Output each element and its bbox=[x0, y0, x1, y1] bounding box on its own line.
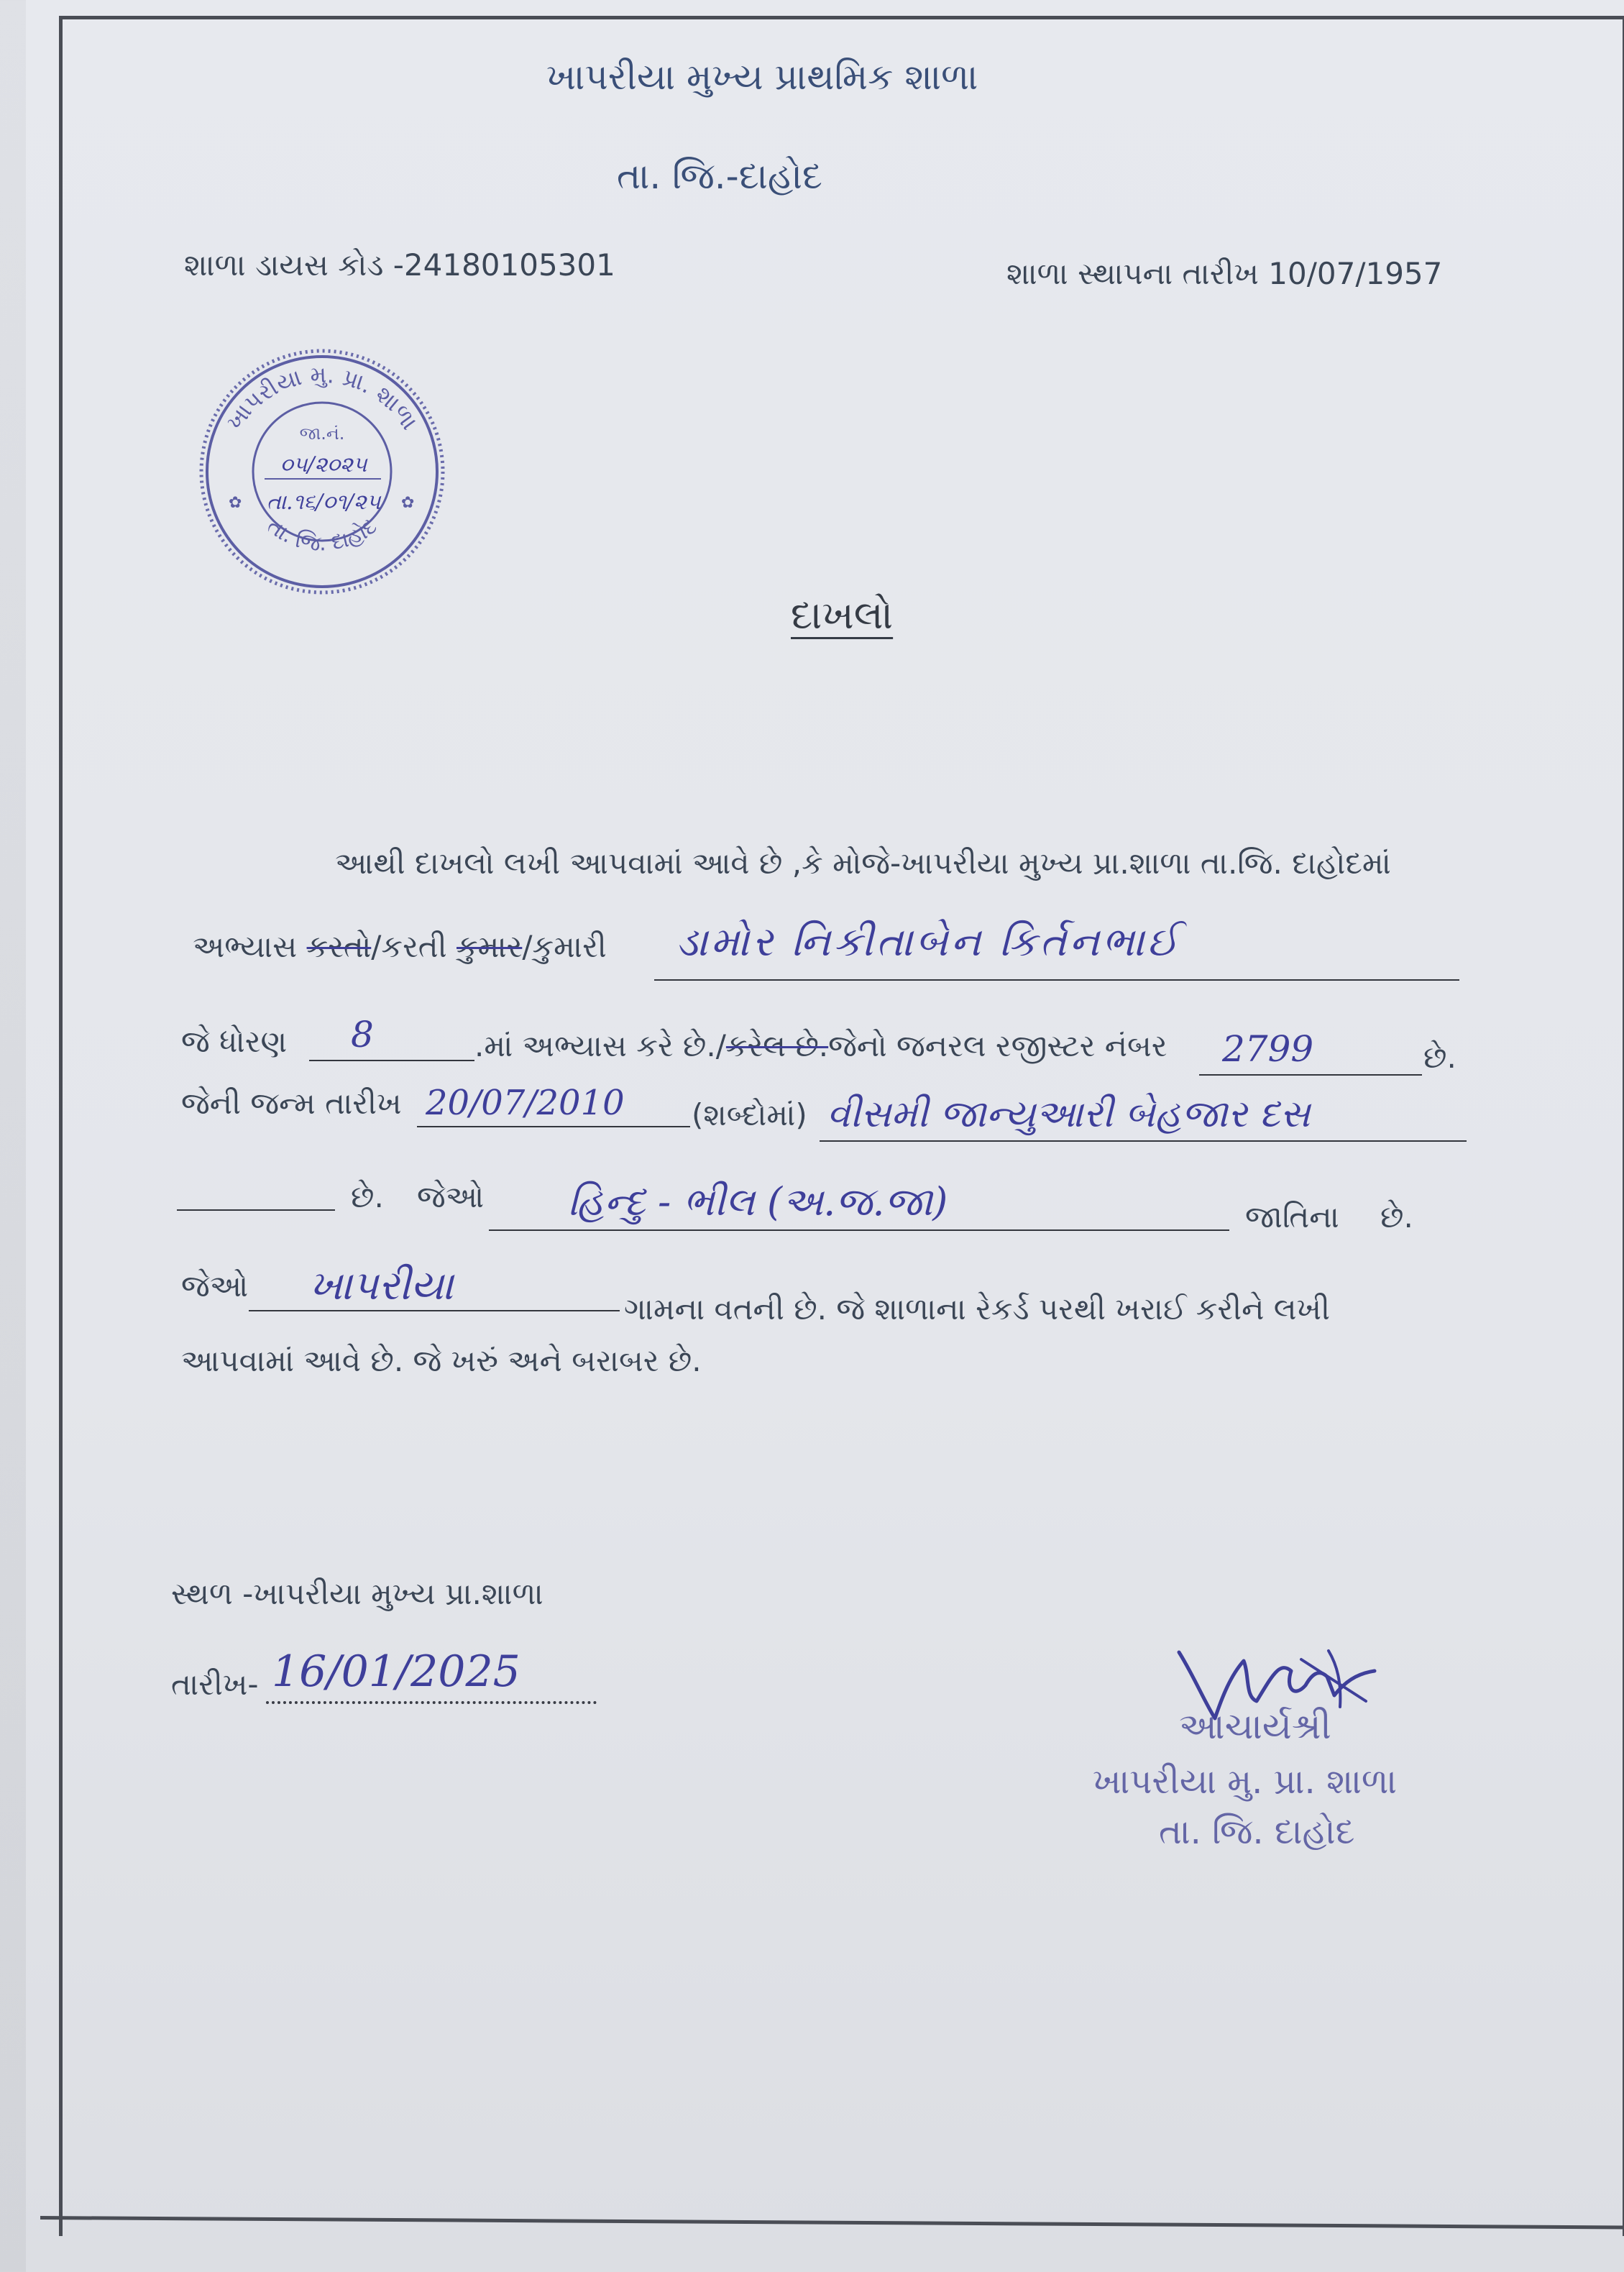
round-stamp-graphic bbox=[193, 342, 451, 601]
caste-line bbox=[489, 1229, 1229, 1231]
dob-line bbox=[417, 1126, 690, 1127]
study-label: અભ્યાસ bbox=[193, 929, 298, 964]
dob-words: વીસમી જાન્યુઆરી બેહજાર દસ bbox=[827, 1093, 1311, 1136]
principal-title: આચાર્યશ્રી bbox=[1179, 1705, 1331, 1747]
intro-line: આથી દાખલો લખી આપવામાં આવે છે ,કે મોજે-ખાપરીયા મુખ્ય પ્રા.શાળા તા.જિ. દાહોદમાં bbox=[335, 846, 1391, 881]
date-line bbox=[266, 1701, 597, 1704]
caste-label: જેઓ bbox=[417, 1179, 485, 1214]
register-suffix: છે. bbox=[1423, 1040, 1456, 1075]
dob-value: 20/07/2010 bbox=[426, 1083, 625, 1123]
struck-kumar: કુમાર bbox=[457, 929, 523, 964]
std-label: જે ધોરણ bbox=[181, 1024, 288, 1059]
std-mid: .માં અભ્યાસ કરે છે./ bbox=[474, 1028, 726, 1063]
struck-karto: કરતો bbox=[306, 929, 372, 964]
std-value: 8 bbox=[351, 1014, 374, 1055]
dob-words-label: (શબ્દોમાં) bbox=[692, 1097, 807, 1132]
study-sep-2: /કુમારી bbox=[522, 929, 607, 964]
principal-taluka: તા. જિ. દાહોદ bbox=[1159, 1812, 1355, 1852]
stamp-bottom-text: તા. જિ. દાહોદ bbox=[262, 513, 382, 557]
study-line bbox=[193, 929, 607, 965]
stamp-no-value: ૦૫/૨૦૨૫ bbox=[280, 452, 367, 477]
caste-value: હિન્દુ - ભીલ (અ.જ.જા) bbox=[568, 1179, 948, 1224]
principal-school: ખાપરીયા મુ. પ્રા. શાળા bbox=[1093, 1762, 1398, 1802]
village-value: ખાપરીયા bbox=[309, 1263, 454, 1309]
stamp-no-label: જા.નં. bbox=[299, 423, 345, 444]
place-line: સ્થળ -ખાપરીયા મુખ્ય પ્રા.શાળા bbox=[171, 1576, 543, 1611]
register-line bbox=[1199, 1074, 1422, 1076]
village-label: જેઓ bbox=[181, 1268, 249, 1304]
caste-che: છે. bbox=[1380, 1199, 1413, 1235]
student-name-line bbox=[654, 979, 1459, 981]
caste-suffix: જાતિના bbox=[1245, 1199, 1339, 1235]
school-name: ખાપરીયા મુખ્ય પ્રાથમિક શાળા bbox=[546, 56, 978, 98]
dob-words-continuation-line bbox=[177, 1209, 335, 1211]
study-sep-1: /કરતી bbox=[371, 929, 457, 964]
stamp-star-left-icon: ✿ bbox=[229, 494, 242, 512]
std-text bbox=[474, 1028, 1167, 1064]
dob-words-line bbox=[820, 1140, 1467, 1142]
certificate-title: દાખલો bbox=[791, 592, 894, 638]
student-name: ડામોર નિકીતાબેન કિર્તનભાઈ bbox=[676, 919, 1181, 966]
struck-karel: કરેલ છે. bbox=[725, 1028, 829, 1063]
register-label: જેનો જનરલ રજીસ્ટર નંબર bbox=[828, 1028, 1167, 1063]
date-label: તારીખ- bbox=[171, 1667, 259, 1702]
che-after-dob: છે. bbox=[351, 1179, 384, 1214]
stamp-date-value: તા.૧૬/૦૧/૨૫ bbox=[266, 490, 381, 515]
village-line bbox=[249, 1310, 620, 1311]
taluka-district: તા. જિ.-દાહોદ bbox=[617, 155, 822, 197]
village-suffix: ગામના વતની છે. જે શાળાના રેકર્ડ પરથી ખરાઈ કરીને લખી bbox=[624, 1291, 1331, 1327]
closing-line: આપવામાં આવે છે. જે ખરું અને બરાબર છે. bbox=[181, 1343, 702, 1378]
dise-code: શાળા ડાયસ કોડ -24180105301 bbox=[184, 247, 615, 283]
dob-label: જેની જન્મ તારીખ bbox=[181, 1086, 402, 1121]
register-value: 2799 bbox=[1222, 1028, 1314, 1070]
stamp-star-right-icon: ✿ bbox=[401, 494, 415, 512]
date-value: 16/01/2025 bbox=[272, 1646, 520, 1697]
std-line bbox=[309, 1060, 474, 1061]
established-date: શાળા સ્થાપના તારીખ 10/07/1957 bbox=[1006, 256, 1443, 291]
school-round-stamp bbox=[193, 342, 451, 601]
stamp-top-text: ખાપરીયા મુ. પ્રા. શાળા bbox=[221, 360, 423, 435]
